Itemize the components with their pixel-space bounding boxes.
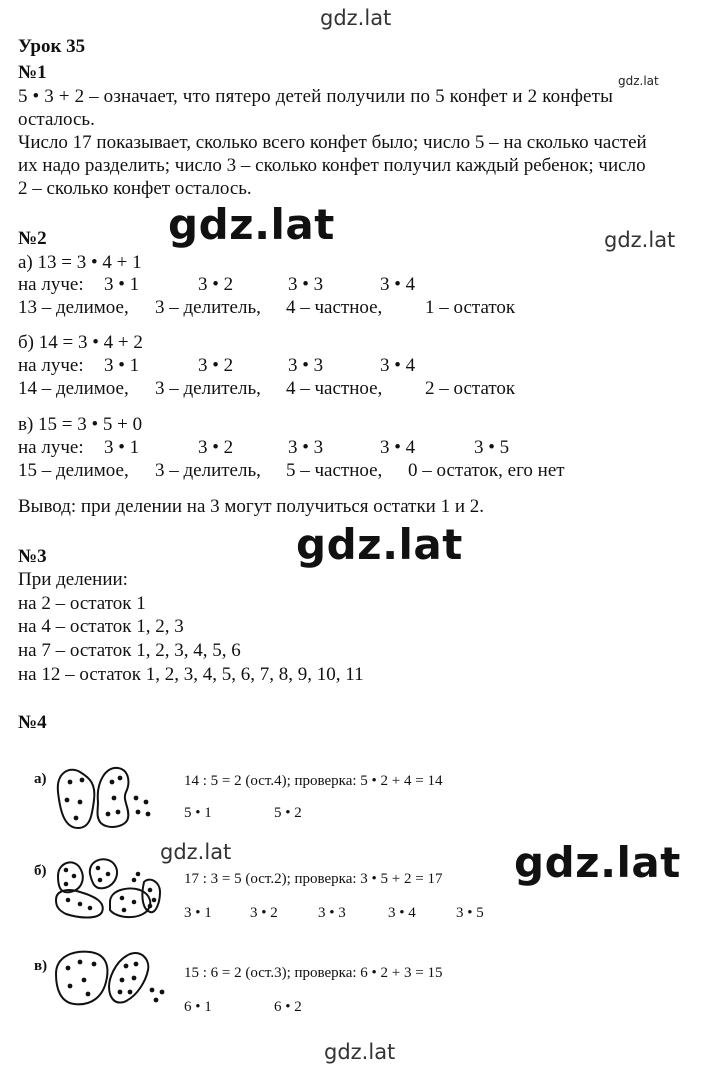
watermark-big-2: gdz.lat bbox=[296, 520, 463, 569]
task4-a-equation: 14 : 5 = 2 (ост.4); проверка: 5 • 2 + 4 = 14 bbox=[184, 773, 443, 789]
term-remainder: 1 – остаток bbox=[425, 297, 516, 318]
ray-item: 6 • 2 bbox=[274, 999, 302, 1015]
task2-conclusion: Вывод: при делении на 3 могут получиться остатки 1 и 2. bbox=[18, 496, 485, 517]
watermark-bottom: gdz.lat bbox=[324, 1040, 396, 1064]
task3-intro: При делении: bbox=[18, 569, 128, 590]
task2-a-equation: а) 13 = 3 • 4 + 1 bbox=[18, 252, 142, 273]
task4-c-label: в) bbox=[34, 958, 48, 974]
task1-line-3: Число 17 показывает, сколько всего конфет было; число 5 – на сколько частей bbox=[18, 132, 647, 153]
task4-b-label: б) bbox=[34, 863, 47, 879]
ray-item: 3 • 2 bbox=[198, 355, 234, 376]
ray-item: 3 • 1 bbox=[184, 905, 212, 921]
ray-item: 3 • 1 bbox=[104, 355, 140, 376]
ray-item: 3 • 3 bbox=[288, 274, 324, 295]
task4-a-label: а) bbox=[34, 771, 47, 787]
ray-item: 3 • 2 bbox=[198, 437, 234, 458]
task4-b-equation: 17 : 3 = 5 (ост.2); проверка: 3 • 5 + 2 = 17 bbox=[184, 871, 443, 887]
ray-item: 3 • 1 bbox=[104, 437, 140, 458]
task3-line: на 4 – остаток 1, 2, 3 bbox=[18, 616, 184, 637]
term-divisor: 3 – делитель, bbox=[155, 378, 261, 399]
term-quotient: 4 – частное, bbox=[286, 378, 383, 399]
term-dividend: 15 – делимое, bbox=[18, 460, 129, 481]
task2-c-equation: в) 15 = 3 • 5 + 0 bbox=[18, 414, 143, 435]
ray-item: 3 • 4 bbox=[380, 437, 416, 458]
ray-item: 3 • 5 bbox=[456, 905, 484, 921]
task3-line: на 12 – остаток 1, 2, 3, 4, 5, 6, 7, 8, 9, 10, 11 bbox=[18, 664, 364, 685]
task2-number: №2 bbox=[18, 228, 47, 249]
task4-number: №4 bbox=[18, 712, 47, 733]
term-divisor: 3 – делитель, bbox=[155, 460, 261, 481]
ray-item: 3 • 4 bbox=[380, 355, 416, 376]
task3-number: №3 bbox=[18, 546, 47, 567]
watermark-big-1: gdz.lat bbox=[168, 200, 335, 249]
ray-item: 3 • 3 bbox=[318, 905, 346, 921]
term-quotient: 4 – частное, bbox=[286, 297, 383, 318]
ray-item: 5 • 2 bbox=[274, 805, 302, 821]
task1-line-4: их надо разделить; число 3 – сколько конфет получил каждый ребенок; число bbox=[18, 155, 646, 176]
term-remainder: 0 – остаток, его нет bbox=[408, 460, 565, 481]
watermark-big-3: gdz.lat bbox=[514, 838, 681, 887]
dots-groups-figure bbox=[50, 762, 160, 832]
watermark-right: gdz.lat bbox=[604, 228, 676, 252]
ray-item: 3 • 4 bbox=[388, 905, 416, 921]
task3-line: на 2 – остаток 1 bbox=[18, 593, 146, 614]
task4-c-equation: 15 : 6 = 2 (ост.3); проверка: 6 • 2 + 3 = 15 bbox=[184, 965, 443, 981]
ray-item: 3 • 2 bbox=[198, 274, 234, 295]
ray-item: 3 • 1 bbox=[104, 274, 140, 295]
watermark-top: gdz.lat bbox=[320, 6, 392, 30]
watermark-small: gdz.lat bbox=[618, 74, 659, 88]
ray-item: 3 • 4 bbox=[380, 274, 416, 295]
task1-line-5: 2 – сколько конфет осталось. bbox=[18, 178, 252, 199]
ray-label: на луче: bbox=[18, 274, 84, 295]
watermark-mid: gdz.lat bbox=[160, 840, 232, 864]
ray-item: 3 • 2 bbox=[250, 905, 278, 921]
ray-item: 3 • 3 bbox=[288, 355, 324, 376]
term-dividend: 14 – делимое, bbox=[18, 378, 129, 399]
term-dividend: 13 – делимое, bbox=[18, 297, 129, 318]
task3-line: на 7 – остаток 1, 2, 3, 4, 5, 6 bbox=[18, 640, 241, 661]
ray-label: на луче: bbox=[18, 355, 84, 376]
term-remainder: 2 – остаток bbox=[425, 378, 516, 399]
task1-number: №1 bbox=[18, 62, 47, 83]
ray-item: 3 • 5 bbox=[474, 437, 510, 458]
ray-item: 5 • 1 bbox=[184, 805, 212, 821]
task2-b-equation: б) 14 = 3 • 4 + 2 bbox=[18, 332, 143, 353]
term-divisor: 3 – делитель, bbox=[155, 297, 261, 318]
dots-groups-figure bbox=[50, 852, 166, 928]
task1-line-1: 5 • 3 + 2 – означает, что пятеро детей получили по 5 конфет и 2 конфеты bbox=[18, 86, 614, 107]
term-quotient: 5 – частное, bbox=[286, 460, 383, 481]
ray-label: на луче: bbox=[18, 437, 84, 458]
task1-line-2: осталось. bbox=[18, 109, 95, 130]
ray-item: 3 • 3 bbox=[288, 437, 324, 458]
ray-item: 6 • 1 bbox=[184, 999, 212, 1015]
dots-groups-figure bbox=[50, 946, 174, 1010]
lesson-title: Урок 35 bbox=[18, 36, 86, 57]
